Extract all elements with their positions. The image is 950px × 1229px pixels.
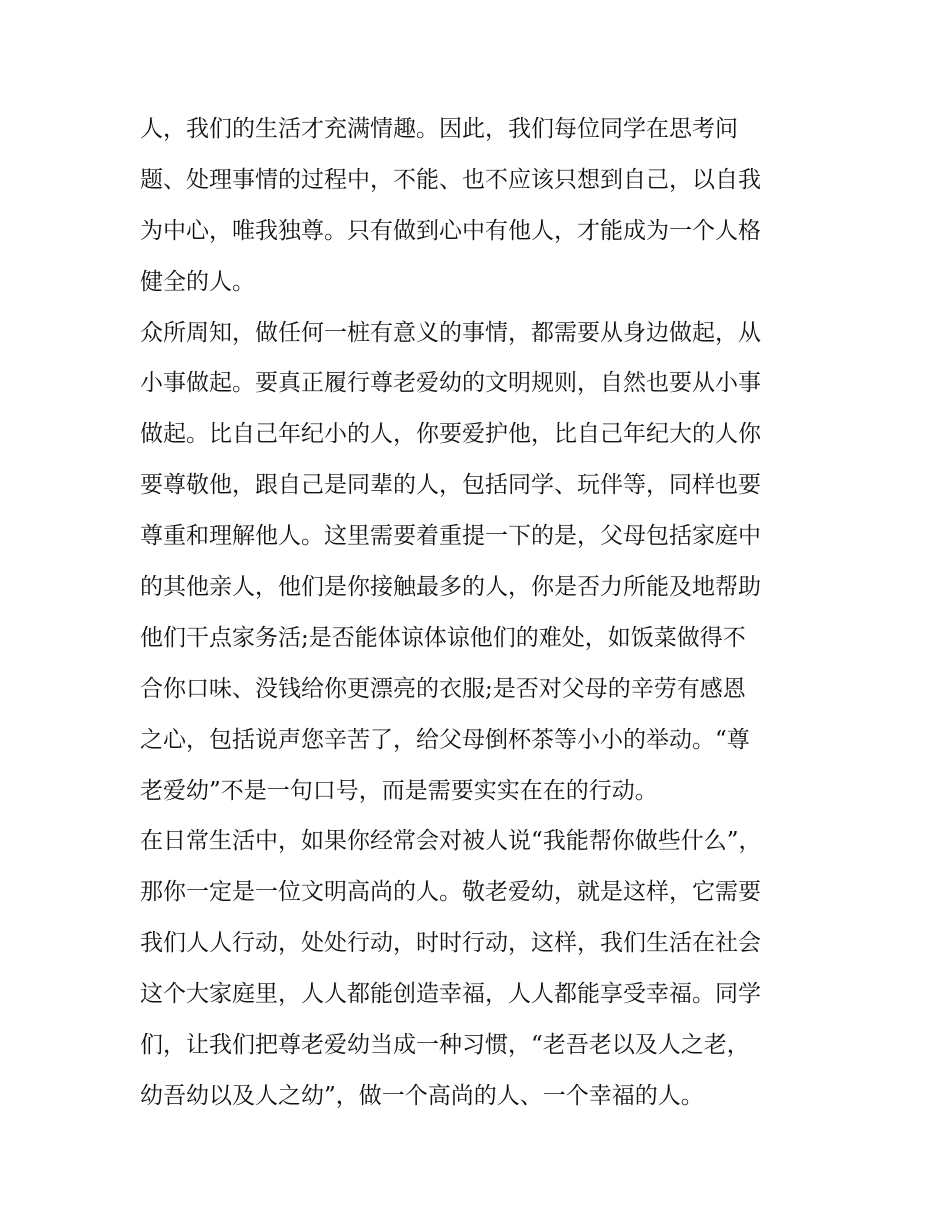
text-line: 老爱幼”不是一句口号，而是需要实实在在的行动。 <box>140 777 658 804</box>
document-body <box>140 104 820 1122</box>
paragraph-1 <box>140 104 820 308</box>
text-line: 健全的人。 <box>140 268 255 295</box>
text-line: 这个大家庭里，人人都能创造幸福，人人都能享受幸福。同学 <box>140 981 761 1008</box>
paragraph-3 <box>140 816 820 1121</box>
text-line: 为中心，唯我独尊。只有做到心中有他人，才能成为一个人格 <box>140 217 761 244</box>
text-line: 之心，包括说声您辛苦了，给父母倒杯茶等小小的举动。“尊 <box>140 726 750 753</box>
text-line: 幼吾幼以及人之幼”，做一个高尚的人、一个幸福的人。 <box>140 1082 704 1109</box>
text-line: 小事做起。要真正履行尊老爱幼的文明规则，自然也要从小事 <box>140 370 761 397</box>
text-line: 题、处理事情的过程中，不能、也不应该只想到自己，以自我 <box>140 166 761 193</box>
text-line: 在日常生活中，如果你经常会对被人说“我能帮你做些什么”， <box>140 828 762 855</box>
text-line: 众所周知，做任何一桩有意义的事情，都需要从身边做起，从 <box>140 319 761 346</box>
paragraph-2 <box>140 308 820 817</box>
text-line: 他们干点家务活;是否能体谅体谅他们的难处，如饭菜做得不 <box>140 624 746 651</box>
text-line: 做起。比自己年纪小的人，你要爱护他，比自己年纪大的人你 <box>140 421 761 448</box>
text-line: 合你口味、没钱给你更漂亮的衣服;是否对父母的辛劳有感恩 <box>140 675 746 702</box>
text-line: 要尊敬他，跟自己是同辈的人，包括同学、玩伴等，同样也要 <box>140 472 761 499</box>
text-line: 人，我们的生活才充满情趣。因此，我们每位同学在思考问 <box>140 116 738 142</box>
text-line: 尊重和理解他人。这里需要着重提一下的是，父母包括家庭中 <box>140 523 761 550</box>
text-line: 我们人人行动，处处行动，时时行动，这样，我们生活在社会 <box>140 930 761 957</box>
text-line: 的其他亲人，他们是你接触最多的人，你是否力所能及地帮助 <box>140 574 761 601</box>
text-line: 那你一定是一位文明高尚的人。敬老爱幼，就是这样，它需要 <box>140 879 761 906</box>
text-line: 们，让我们把尊老爱幼当成一种习惯，“老吾老以及人之老， <box>140 1032 750 1059</box>
